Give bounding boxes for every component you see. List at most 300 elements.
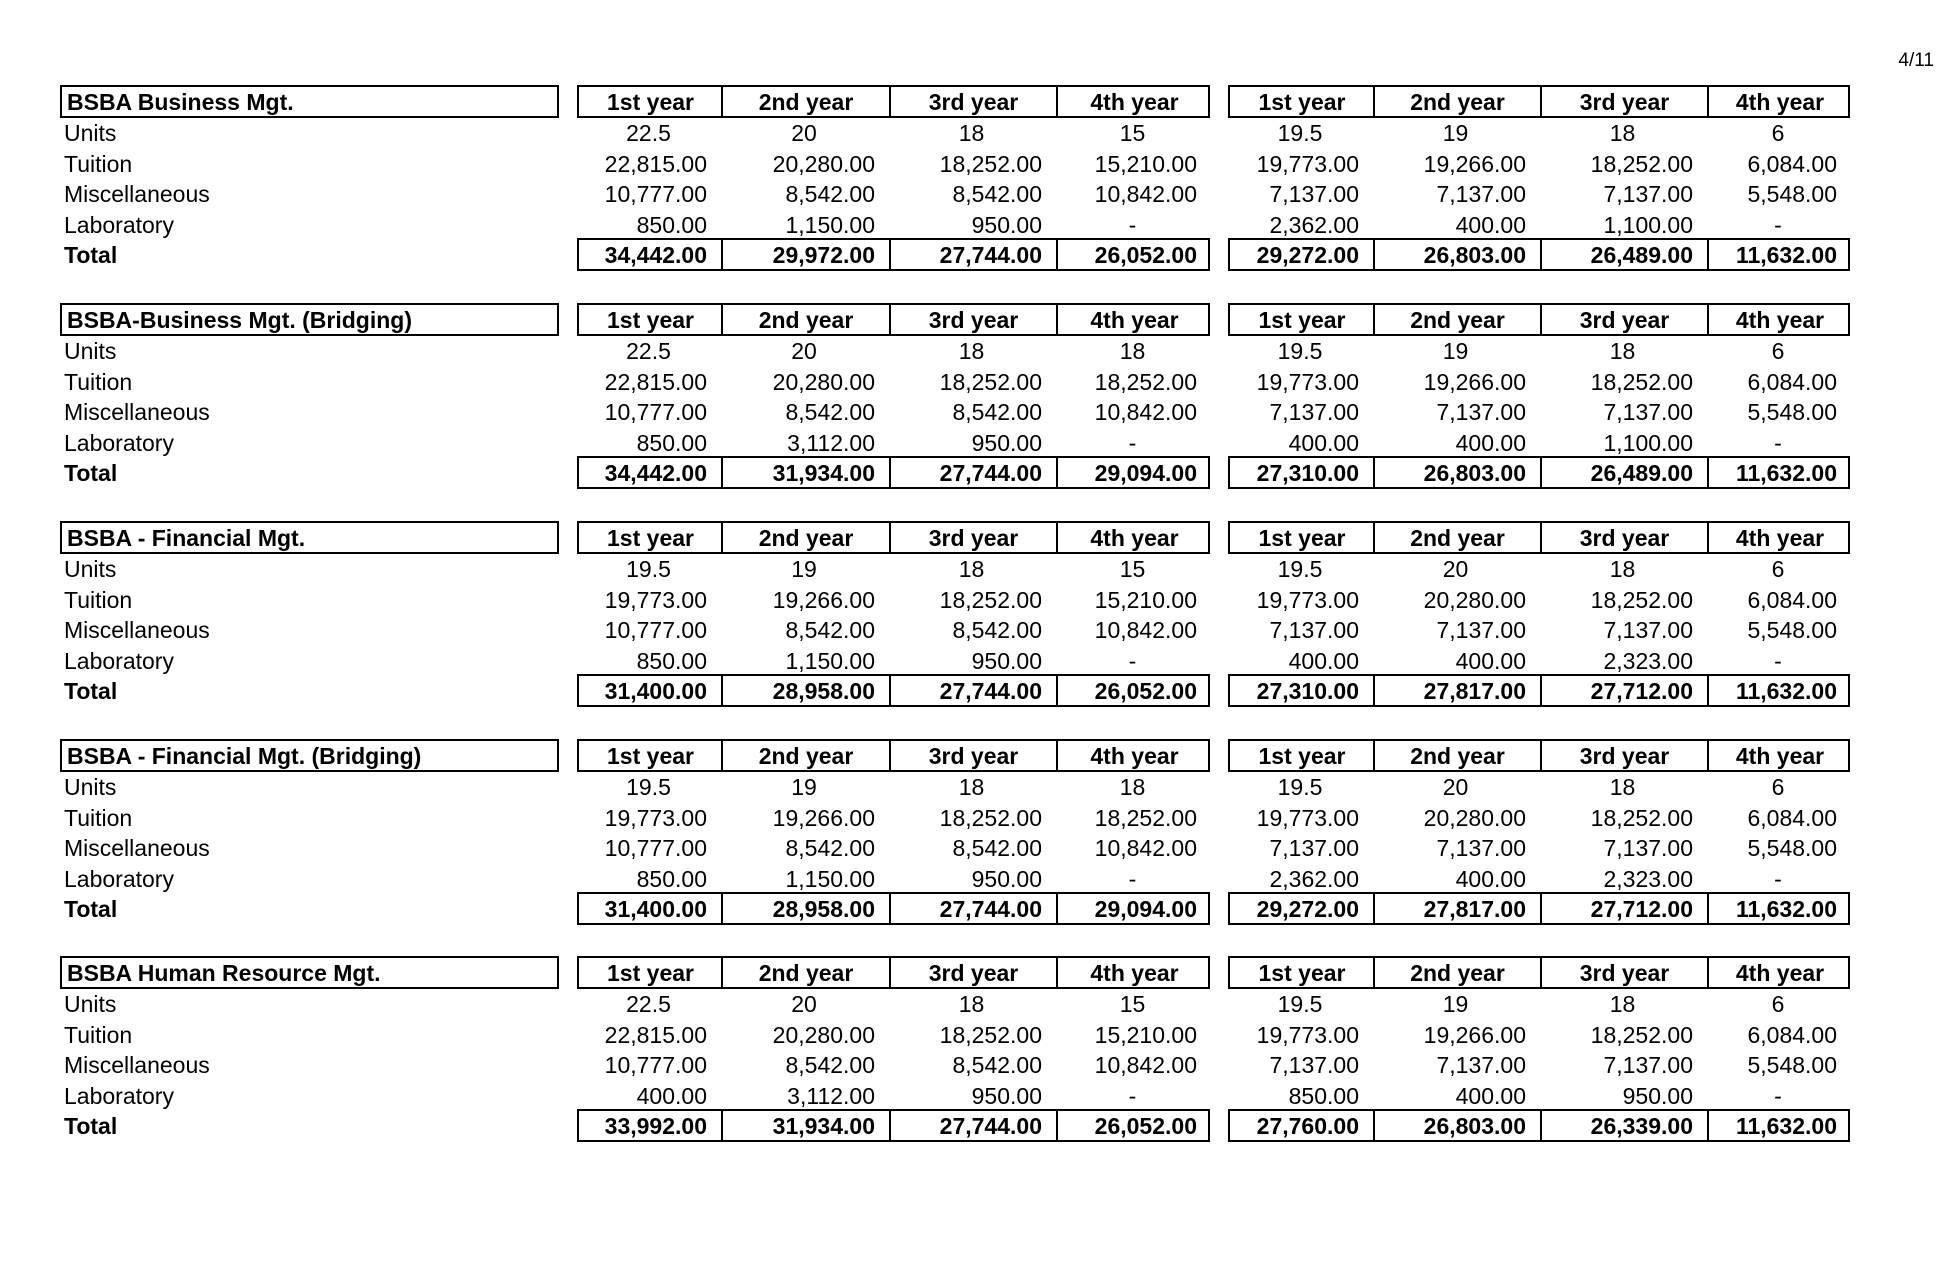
- row-label-misc: Miscellaneous: [64, 1052, 210, 1079]
- right-units-cell: 18: [1609, 774, 1636, 800]
- left-header-year-1: 1st year: [607, 307, 694, 333]
- left-tuition-cell: 19,773.00: [604, 804, 707, 831]
- right-misc-cell: 7,137.00: [1603, 835, 1693, 862]
- left-lab-cell: 950.00: [971, 647, 1042, 674]
- left-lab-cell: -: [1128, 211, 1137, 238]
- left-header-year-1: 1st year: [607, 89, 694, 115]
- left-tuition-cell: 18,252.00: [939, 804, 1042, 831]
- right-header-year-1: 1st year: [1258, 307, 1346, 333]
- right-header-year-2: 2nd year: [1410, 307, 1505, 333]
- right-header-year-2: 2nd year: [1410, 89, 1505, 115]
- left-header-year-3: 3rd year: [928, 89, 1019, 115]
- left-lab-cell: 950.00: [971, 211, 1042, 238]
- right-year-header: [1228, 521, 1850, 554]
- column-divider: [721, 305, 723, 334]
- left-lab-cell: 1,150.00: [785, 647, 875, 674]
- column-divider: [1373, 87, 1375, 116]
- column-divider: [1373, 741, 1375, 770]
- right-units-cell: 18: [1609, 338, 1636, 364]
- program-title-box: [60, 956, 559, 989]
- right-lab-cell: -: [1774, 211, 1782, 238]
- left-units-cell: 19: [791, 774, 817, 800]
- row-label-tuition: Tuition: [64, 368, 133, 395]
- right-units-cell: 6: [1771, 338, 1785, 364]
- right-total-cell: 27,712.00: [1590, 678, 1693, 705]
- left-header-year-3: 3rd year: [928, 960, 1019, 986]
- right-tuition-cell: 6,084.00: [1747, 804, 1837, 831]
- left-tuition-cell: 18,252.00: [939, 368, 1042, 395]
- right-misc-cell: 7,137.00: [1269, 181, 1359, 208]
- left-lab-cell: 950.00: [971, 865, 1042, 892]
- column-divider: [889, 958, 891, 987]
- column-divider: [1707, 87, 1709, 116]
- column-divider: [1373, 523, 1375, 552]
- left-tuition-cell: 18,252.00: [1094, 804, 1197, 831]
- right-tuition-cell: 19,773.00: [1256, 804, 1359, 831]
- right-header-year-1: 1st year: [1258, 960, 1346, 986]
- left-header-year-1: 1st year: [607, 743, 694, 769]
- left-tuition-cell: 22,815.00: [604, 1021, 707, 1048]
- left-misc-cell: 8,542.00: [952, 399, 1042, 426]
- right-units-cell: 6: [1771, 120, 1785, 146]
- right-tuition-cell: 6,084.00: [1747, 1021, 1837, 1048]
- right-header-year-4: 4th year: [1735, 960, 1825, 986]
- left-total-cell: 29,094.00: [1094, 460, 1197, 487]
- left-header-year-4: 4th year: [1090, 525, 1179, 551]
- program-title-box: [60, 85, 559, 118]
- left-misc-cell: 10,777.00: [604, 181, 707, 208]
- left-tuition-cell: 19,266.00: [772, 804, 875, 831]
- left-lab-cell: 850.00: [636, 211, 707, 238]
- left-header-year-2: 2nd year: [758, 743, 854, 769]
- row-label-lab: Laboratory: [64, 429, 174, 456]
- right-misc-cell: 7,137.00: [1436, 181, 1526, 208]
- right-lab-cell: 400.00: [1288, 647, 1359, 674]
- left-header-year-3: 3rd year: [928, 743, 1019, 769]
- right-header-year-3: 3rd year: [1579, 743, 1670, 769]
- right-misc-cell: 7,137.00: [1269, 835, 1359, 862]
- left-tuition-cell: 18,252.00: [939, 1021, 1042, 1048]
- right-misc-cell: 7,137.00: [1436, 399, 1526, 426]
- program-title-box: [60, 739, 559, 772]
- column-divider: [1373, 958, 1375, 987]
- right-total-cell: 26,803.00: [1423, 1113, 1526, 1140]
- left-units-cell: 15: [1119, 991, 1146, 1017]
- right-misc-cell: 5,548.00: [1747, 399, 1837, 426]
- right-lab-cell: -: [1774, 429, 1782, 456]
- column-divider: [889, 523, 891, 552]
- left-lab-cell: 3,112.00: [787, 429, 875, 456]
- left-misc-cell: 10,777.00: [604, 1052, 707, 1079]
- right-lab-cell: -: [1774, 1082, 1782, 1109]
- left-misc-cell: 8,542.00: [785, 181, 875, 208]
- right-tuition-cell: 20,280.00: [1423, 804, 1526, 831]
- left-total-cell: 29,094.00: [1094, 896, 1197, 923]
- left-total-cell: 31,400.00: [604, 678, 707, 705]
- right-header-year-3: 3rd year: [1579, 960, 1670, 986]
- program-section: [0, 303, 1950, 533]
- right-total-cell: 11,632.00: [1735, 896, 1837, 923]
- column-divider: [1056, 523, 1058, 552]
- right-lab-cell: 2,323.00: [1603, 865, 1693, 892]
- right-units-cell: 19.5: [1277, 991, 1323, 1017]
- right-tuition-cell: 6,084.00: [1747, 586, 1837, 613]
- left-units-cell: 20: [791, 338, 817, 364]
- left-units-cell: 22.5: [626, 991, 671, 1017]
- left-lab-cell: -: [1128, 1082, 1137, 1109]
- left-tuition-cell: 15,210.00: [1094, 1021, 1197, 1048]
- row-label-total: Total: [64, 242, 118, 269]
- right-tuition-cell: 18,252.00: [1590, 368, 1693, 395]
- left-tuition-cell: 20,280.00: [772, 368, 875, 395]
- right-misc-cell: 7,137.00: [1603, 181, 1693, 208]
- right-year-header: [1228, 85, 1850, 118]
- left-units-cell: 18: [958, 774, 985, 800]
- right-total-cell: 11,632.00: [1735, 242, 1837, 269]
- right-misc-cell: 7,137.00: [1269, 399, 1359, 426]
- left-total-cell: 27,744.00: [939, 896, 1042, 923]
- column-divider: [1540, 958, 1542, 987]
- row-label-lab: Laboratory: [64, 647, 174, 674]
- right-total-cell: 29,272.00: [1256, 242, 1359, 269]
- row-label-misc: Miscellaneous: [64, 617, 210, 644]
- program-title: BSBA Business Mgt.: [67, 89, 294, 115]
- column-divider: [1540, 305, 1542, 334]
- right-units-cell: 19.5: [1277, 774, 1323, 800]
- row-label-total: Total: [64, 678, 118, 705]
- left-lab-cell: -: [1128, 429, 1137, 456]
- program-title-box: [60, 303, 559, 336]
- left-lab-cell: 3,112.00: [787, 1082, 875, 1109]
- row-label-misc: Miscellaneous: [64, 835, 210, 862]
- row-label-tuition: Tuition: [64, 150, 133, 177]
- right-misc-cell: 7,137.00: [1436, 835, 1526, 862]
- left-misc-cell: 8,542.00: [952, 1052, 1042, 1079]
- right-total-cell: 27,817.00: [1423, 678, 1526, 705]
- right-lab-cell: 1,100.00: [1603, 211, 1693, 238]
- left-year-header: [577, 521, 1210, 554]
- column-divider: [1540, 741, 1542, 770]
- right-header-year-1: 1st year: [1258, 743, 1346, 769]
- column-divider: [1707, 958, 1709, 987]
- right-units-cell: 19: [1442, 120, 1469, 146]
- right-units-cell: 20: [1442, 556, 1469, 582]
- right-tuition-cell: 6,084.00: [1747, 368, 1837, 395]
- right-header-year-4: 4th year: [1735, 307, 1825, 333]
- left-units-cell: 18: [958, 556, 985, 582]
- right-lab-cell: 2,323.00: [1603, 647, 1693, 674]
- right-header-year-2: 2nd year: [1410, 525, 1505, 551]
- row-label-units: Units: [64, 120, 117, 146]
- right-units-cell: 6: [1771, 774, 1785, 800]
- left-year-header: [577, 739, 1210, 772]
- left-misc-cell: 8,542.00: [952, 181, 1042, 208]
- left-units-cell: 18: [958, 991, 985, 1017]
- column-divider: [721, 958, 723, 987]
- left-misc-cell: 10,777.00: [604, 399, 707, 426]
- left-header-year-4: 4th year: [1090, 89, 1179, 115]
- right-total-cell: 27,310.00: [1256, 460, 1359, 487]
- right-year-header: [1228, 303, 1850, 336]
- row-label-total: Total: [64, 460, 118, 487]
- right-tuition-cell: 20,280.00: [1423, 586, 1526, 613]
- left-misc-cell: 10,842.00: [1094, 835, 1197, 862]
- left-total-cell: 33,992.00: [604, 1113, 707, 1140]
- right-tuition-cell: 19,266.00: [1423, 1021, 1526, 1048]
- left-total-cell: 28,958.00: [772, 678, 875, 705]
- left-tuition-cell: 19,266.00: [772, 586, 875, 613]
- left-units-cell: 22.5: [626, 120, 671, 146]
- right-tuition-cell: 19,773.00: [1256, 368, 1359, 395]
- right-year-header: [1228, 956, 1850, 989]
- left-year-header: [577, 85, 1210, 118]
- left-tuition-cell: 18,252.00: [1094, 368, 1197, 395]
- column-divider: [889, 741, 891, 770]
- program-section: [0, 85, 1950, 315]
- right-lab-cell: 400.00: [1455, 647, 1526, 674]
- left-misc-cell: 10,777.00: [604, 617, 707, 644]
- right-units-cell: 6: [1771, 556, 1785, 582]
- left-lab-cell: 850.00: [636, 865, 707, 892]
- left-units-cell: 19.5: [626, 556, 671, 582]
- left-lab-cell: 400.00: [636, 1082, 707, 1109]
- left-total-cell: 34,442.00: [604, 242, 707, 269]
- right-total-cell: 27,712.00: [1590, 896, 1693, 923]
- left-misc-cell: 10,777.00: [604, 835, 707, 862]
- left-header-year-2: 2nd year: [758, 960, 854, 986]
- right-tuition-cell: 19,773.00: [1256, 150, 1359, 177]
- left-header-year-2: 2nd year: [758, 89, 854, 115]
- right-misc-cell: 7,137.00: [1269, 1052, 1359, 1079]
- left-units-cell: 22.5: [626, 338, 671, 364]
- right-misc-cell: 5,548.00: [1747, 835, 1837, 862]
- right-tuition-cell: 6,084.00: [1747, 150, 1837, 177]
- row-label-units: Units: [64, 338, 117, 364]
- left-units-cell: 15: [1119, 120, 1146, 146]
- right-lab-cell: -: [1774, 865, 1782, 892]
- program-title: BSBA - Financial Mgt. (Bridging): [67, 743, 422, 769]
- right-header-year-4: 4th year: [1735, 89, 1825, 115]
- right-misc-cell: 5,548.00: [1747, 1052, 1837, 1079]
- program-section: [0, 739, 1950, 969]
- left-misc-cell: 10,842.00: [1094, 399, 1197, 426]
- left-header-year-2: 2nd year: [758, 307, 854, 333]
- row-label-units: Units: [64, 991, 117, 1017]
- left-total-cell: 27,744.00: [939, 678, 1042, 705]
- left-total-cell: 26,052.00: [1094, 1113, 1197, 1140]
- left-total-cell: 27,744.00: [939, 1113, 1042, 1140]
- program-title: BSBA - Financial Mgt.: [67, 525, 306, 551]
- right-misc-cell: 5,548.00: [1747, 181, 1837, 208]
- right-total-cell: 26,803.00: [1423, 242, 1526, 269]
- right-header-year-2: 2nd year: [1410, 743, 1505, 769]
- right-header-year-2: 2nd year: [1410, 960, 1505, 986]
- right-total-cell: 27,310.00: [1256, 678, 1359, 705]
- right-misc-cell: 7,137.00: [1603, 399, 1693, 426]
- column-divider: [889, 305, 891, 334]
- row-label-units: Units: [64, 556, 117, 582]
- right-header-year-1: 1st year: [1258, 89, 1346, 115]
- column-divider: [1056, 958, 1058, 987]
- right-total-cell: 26,339.00: [1590, 1113, 1693, 1140]
- left-header-year-3: 3rd year: [928, 525, 1019, 551]
- left-total-cell: 29,972.00: [772, 242, 875, 269]
- program-section: [0, 956, 1950, 1186]
- left-tuition-cell: 19,773.00: [604, 586, 707, 613]
- column-divider: [1707, 305, 1709, 334]
- left-lab-cell: 850.00: [636, 429, 707, 456]
- right-header-year-4: 4th year: [1735, 525, 1825, 551]
- right-tuition-cell: 19,266.00: [1423, 368, 1526, 395]
- left-units-cell: 18: [958, 338, 985, 364]
- left-lab-cell: 1,150.00: [785, 211, 875, 238]
- right-total-cell: 26,489.00: [1590, 460, 1693, 487]
- column-divider: [1540, 523, 1542, 552]
- left-total-cell: 27,744.00: [939, 242, 1042, 269]
- left-misc-cell: 8,542.00: [785, 1052, 875, 1079]
- left-total-cell: 31,400.00: [604, 896, 707, 923]
- left-lab-cell: 950.00: [971, 1082, 1042, 1109]
- left-units-cell: 20: [791, 991, 817, 1017]
- column-divider: [1707, 741, 1709, 770]
- left-tuition-cell: 15,210.00: [1094, 586, 1197, 613]
- row-label-misc: Miscellaneous: [64, 399, 210, 426]
- row-label-tuition: Tuition: [64, 1021, 133, 1048]
- left-misc-cell: 10,842.00: [1094, 617, 1197, 644]
- right-tuition-cell: 18,252.00: [1590, 150, 1693, 177]
- left-lab-cell: -: [1128, 865, 1137, 892]
- left-header-year-4: 4th year: [1090, 743, 1179, 769]
- left-misc-cell: 8,542.00: [785, 399, 875, 426]
- row-label-lab: Laboratory: [64, 865, 174, 892]
- left-tuition-cell: 22,815.00: [604, 150, 707, 177]
- right-units-cell: 19: [1442, 991, 1469, 1017]
- right-lab-cell: 2,362.00: [1269, 865, 1359, 892]
- row-label-misc: Miscellaneous: [64, 181, 210, 208]
- left-tuition-cell: 20,280.00: [772, 150, 875, 177]
- right-units-cell: 18: [1609, 991, 1636, 1017]
- column-divider: [1540, 87, 1542, 116]
- right-year-header: [1228, 739, 1850, 772]
- column-divider: [1056, 305, 1058, 334]
- right-header-year-3: 3rd year: [1579, 307, 1670, 333]
- right-total-cell: 29,272.00: [1256, 896, 1359, 923]
- left-units-cell: 19: [791, 556, 817, 582]
- left-units-cell: 18: [958, 120, 985, 146]
- right-tuition-cell: 19,773.00: [1256, 1021, 1359, 1048]
- left-header-year-4: 4th year: [1090, 960, 1179, 986]
- left-misc-cell: 8,542.00: [952, 835, 1042, 862]
- left-tuition-cell: 22,815.00: [604, 368, 707, 395]
- right-tuition-cell: 19,266.00: [1423, 150, 1526, 177]
- left-total-cell: 26,052.00: [1094, 242, 1197, 269]
- left-lab-cell: 1,150.00: [785, 865, 875, 892]
- row-label-lab: Laboratory: [64, 1082, 174, 1109]
- right-units-cell: 18: [1609, 120, 1636, 146]
- left-total-cell: 34,442.00: [604, 460, 707, 487]
- right-total-cell: 26,803.00: [1423, 460, 1526, 487]
- right-header-year-3: 3rd year: [1579, 89, 1670, 115]
- left-misc-cell: 8,542.00: [785, 617, 875, 644]
- right-misc-cell: 7,137.00: [1603, 1052, 1693, 1079]
- right-misc-cell: 5,548.00: [1747, 617, 1837, 644]
- right-tuition-cell: 18,252.00: [1590, 586, 1693, 613]
- left-lab-cell: -: [1128, 647, 1137, 674]
- right-total-cell: 11,632.00: [1735, 460, 1837, 487]
- row-label-total: Total: [64, 896, 118, 923]
- right-lab-cell: 400.00: [1455, 865, 1526, 892]
- program-title-box: [60, 521, 559, 554]
- right-misc-cell: 7,137.00: [1269, 617, 1359, 644]
- left-misc-cell: 8,542.00: [785, 835, 875, 862]
- left-year-header: [577, 956, 1210, 989]
- program-title: BSBA-Business Mgt. (Bridging): [67, 307, 412, 333]
- program-section: [0, 521, 1950, 751]
- left-header-year-1: 1st year: [607, 960, 694, 986]
- left-total-cell: 31,934.00: [772, 1113, 875, 1140]
- right-header-year-1: 1st year: [1258, 525, 1346, 551]
- column-divider: [1056, 87, 1058, 116]
- row-label-tuition: Tuition: [64, 586, 133, 613]
- row-label-total: Total: [64, 1113, 118, 1140]
- row-label-tuition: Tuition: [64, 804, 133, 831]
- left-units-cell: 18: [1119, 338, 1146, 364]
- left-header-year-1: 1st year: [607, 525, 694, 551]
- right-lab-cell: 400.00: [1455, 211, 1526, 238]
- right-units-cell: 19.5: [1277, 338, 1323, 364]
- column-divider: [721, 523, 723, 552]
- right-misc-cell: 7,137.00: [1436, 617, 1526, 644]
- right-tuition-cell: 18,252.00: [1590, 804, 1693, 831]
- column-divider: [1373, 305, 1375, 334]
- left-lab-cell: 950.00: [971, 429, 1042, 456]
- left-units-cell: 19.5: [626, 774, 671, 800]
- column-divider: [721, 87, 723, 116]
- left-year-header: [577, 303, 1210, 336]
- right-total-cell: 27,760.00: [1256, 1113, 1359, 1140]
- right-total-cell: 11,632.00: [1735, 678, 1837, 705]
- right-lab-cell: 400.00: [1455, 429, 1526, 456]
- right-lab-cell: 400.00: [1288, 429, 1359, 456]
- right-lab-cell: 2,362.00: [1269, 211, 1359, 238]
- right-total-cell: 26,489.00: [1590, 242, 1693, 269]
- right-total-cell: 11,632.00: [1735, 1113, 1837, 1140]
- left-misc-cell: 10,842.00: [1094, 1052, 1197, 1079]
- left-header-year-2: 2nd year: [758, 525, 854, 551]
- right-tuition-cell: 19,773.00: [1256, 586, 1359, 613]
- page-number: 4/11: [1898, 50, 1934, 71]
- left-tuition-cell: 20,280.00: [772, 1021, 875, 1048]
- right-units-cell: 20: [1442, 774, 1469, 800]
- right-lab-cell: 950.00: [1622, 1082, 1693, 1109]
- column-divider: [1707, 523, 1709, 552]
- right-units-cell: 19.5: [1277, 556, 1323, 582]
- right-header-year-4: 4th year: [1735, 743, 1825, 769]
- right-units-cell: 19: [1442, 338, 1469, 364]
- left-lab-cell: 850.00: [636, 647, 707, 674]
- row-label-lab: Laboratory: [64, 211, 174, 238]
- right-header-year-3: 3rd year: [1579, 525, 1670, 551]
- left-tuition-cell: 15,210.00: [1094, 150, 1197, 177]
- left-misc-cell: 8,542.00: [952, 617, 1042, 644]
- right-lab-cell: 400.00: [1455, 1082, 1526, 1109]
- left-header-year-3: 3rd year: [928, 307, 1019, 333]
- column-divider: [1056, 741, 1058, 770]
- left-units-cell: 20: [791, 120, 817, 146]
- left-misc-cell: 10,842.00: [1094, 181, 1197, 208]
- right-lab-cell: 850.00: [1288, 1082, 1359, 1109]
- left-units-cell: 18: [1119, 774, 1146, 800]
